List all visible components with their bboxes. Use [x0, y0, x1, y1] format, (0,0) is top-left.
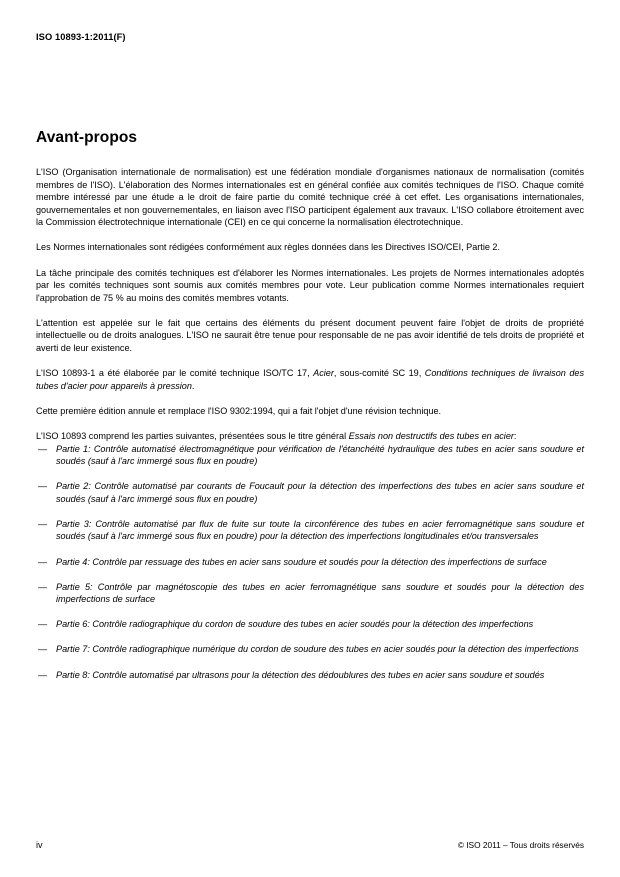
page-footer — [36, 840, 584, 850]
em-dash-bullet-icon: — — [38, 481, 48, 492]
parts-intro-end: : — [513, 430, 517, 441]
em-dash-bullet-icon: — — [38, 669, 48, 680]
list-item — [36, 581, 584, 606]
parts-list — [36, 443, 584, 682]
list-item-text: Partie 3: Contrôle automatisé par flux de fuite sur toute la circonférence des tubes en acier ferromagnétique sans soudure et soudés (sauf à l'arc immergé sous flux en poudre) pour la détection des imperfections longitudinales et/ou transversales — [56, 518, 584, 542]
list-item-text: Partie 6: Contrôle radiographique du cordon de soudure des tubes en acier soudés pour la détection des imperfections — [56, 619, 534, 630]
paragraph-parts-intro — [36, 430, 584, 443]
tc-text-mid: , sous-comité SC 19, — [333, 368, 425, 379]
em-dash-bullet-icon: — — [38, 581, 48, 592]
page-title: Avant-propos — [36, 129, 138, 146]
paragraph-iso-description: L'ISO (Organisation internationale de normalisation) est une fédération mondiale d'organismes nationaux de normalisation (comités membres de l'ISO). L'élaboration des Normes internationales est en général confiée aux comités techniques de l'ISO. Chaque comité membre intéressé par une étude a le droit de faire partie du comité technique créé à cet effet. Les organisations internationales, gouvernementales et non gouvernementales, en liaison avec l'ISO participent également aux travaux. L'ISO collabore étroitement avec la Commission électrotechnique internationale (CEI) en ce qui concerne la normalisation électrotechnique. — [36, 167, 584, 228]
general-title: Essais non destructifs des tubes en acier — [348, 430, 514, 441]
tc-committee-name: Acier — [313, 368, 334, 379]
em-dash-bullet-icon: — — [38, 644, 48, 655]
parts-intro-lead: L'ISO 10893 comprend les parties suivantes, présentées sous le titre général — [36, 430, 349, 441]
list-item-text: Partie 4: Contrôle par ressuage des tubes en acier sans soudure et soudés pour la détection des imperfections de surface — [56, 556, 547, 567]
paragraph-technical-committee — [36, 367, 584, 392]
tc-text-lead: L'ISO 10893-1 a été élaborée par le comité technique ISO/TC 17, — [36, 368, 314, 379]
paragraph-directives: Les Normes internationales sont rédigées conformément aux règles données dans les Directives ISO/CEI, Partie 2. — [36, 242, 501, 253]
running-head: ISO 10893-1:2011(F) — [36, 32, 126, 42]
list-item — [36, 643, 584, 656]
tc-subcommittee-name: Conditions techniques de livraison des tubes d'acier pour appareils à pression — [36, 368, 584, 391]
em-dash-bullet-icon: — — [38, 556, 48, 567]
list-item — [36, 556, 584, 569]
tc-text-end: . — [191, 380, 195, 391]
paragraph-approval-process: La tâche principale des comités techniques est d'élaborer les Normes internationales. Les projets de Normes internationales adoptés par les comités techniques sont soumis aux comités membres pour vote. Leur publication comme Normes internationales requiert l'approbation de 75 % au moins des comités membres votants. — [36, 267, 584, 303]
list-item — [36, 443, 584, 468]
list-item — [36, 618, 584, 631]
em-dash-bullet-icon: — — [38, 518, 48, 529]
list-item-text: Partie 1: Contrôle automatisé électromagnétique pour vérification de l'étanchéité hydraulique des tubes en acier sans soudure et soudés (sauf à l'arc immergé sous flux en poudre) — [56, 443, 584, 467]
list-item — [36, 518, 584, 543]
em-dash-bullet-icon: — — [38, 619, 48, 630]
paragraph-patent-rights: L'attention est appelée sur le fait que certains des éléments du présent document peuvent faire l'objet de droits de propriété intellectuelle ou de droits analogues. L'ISO ne saurait être tenue pour responsable de ne pas avoir identifié de tels droits de propriété et averti de leur existence. — [36, 317, 584, 354]
list-item-text: Partie 5: Contrôle par magnétoscopie des tubes en acier ferromagnétique sans soudure et soudés pour la détection des imperfections de surface — [56, 581, 584, 605]
copyright-notice: © ISO 2011 – Tous droits réservés — [457, 840, 584, 850]
page-number: iv — [36, 840, 43, 850]
list-item-text: Partie 2: Contrôle automatisé par courants de Foucault pour la détection des imperfections des tubes en acier sans soudure et soudés (sauf à l'arc immergé sous flux en poudre) — [56, 481, 584, 504]
page-content — [36, 129, 584, 681]
list-item — [36, 669, 584, 682]
list-item-text: Partie 7: Contrôle radiographique numérique du cordon de soudure des tubes en acier soudés pour la détection des imperfections — [56, 644, 579, 655]
em-dash-bullet-icon: — — [38, 443, 48, 454]
list-item — [36, 480, 584, 505]
list-item-text: Partie 8: Contrôle automatisé par ultrasons pour la détection des dédoublures des tubes en acier sans soudure et soudés — [56, 669, 545, 680]
paragraph-edition-replaces: Cette première édition annule et remplace l'ISO 9302:1994, qui a fait l'objet d'une révision technique. — [36, 405, 442, 416]
